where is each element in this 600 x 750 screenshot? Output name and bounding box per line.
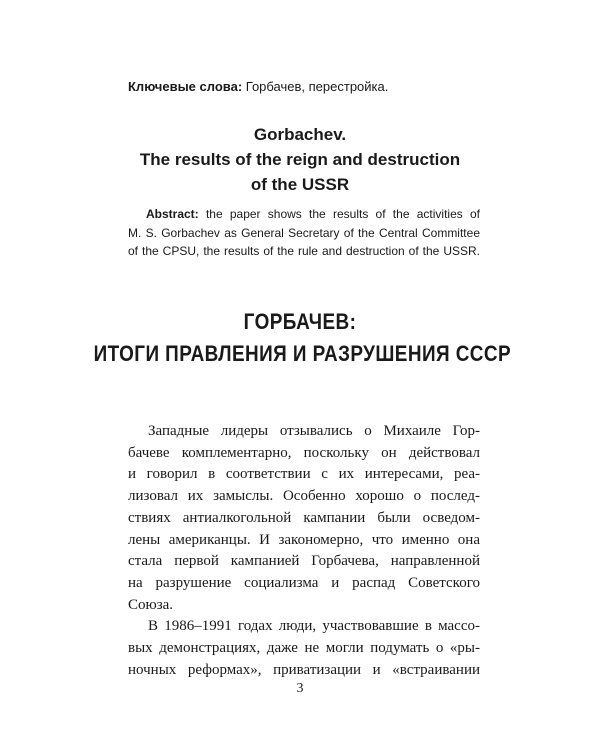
paragraph-2-line: ночных реформах», приватизации и «встраивании (128, 661, 480, 678)
paragraph-1-line: бачеве комплементарно, поскольку он действовал (128, 444, 480, 461)
abstract-line: of the CPSU, the results of the rule and destruction of the USSR. (128, 244, 480, 258)
paragraph-1-line: стала первой кампанией Горбачева, направленной (128, 553, 480, 570)
english-title-line: of the USSR (250, 175, 350, 194)
english-title-line: The results of the reign and destruction (139, 150, 461, 169)
paragraph-1-line: и говорил в соответствии с их интересами, реа- (128, 466, 480, 483)
paragraph-2-line: В 1986–1991 годах люди, участвовавшие в массо- (148, 618, 480, 635)
page-number: 3 (296, 681, 304, 696)
abstract-label: Abstract: (146, 207, 199, 221)
keywords (128, 78, 488, 96)
english-title-line: Gorbachev. (253, 125, 347, 144)
abstract-line: M. S. Gorbachev as General Secretary of the Central Committee (128, 225, 480, 240)
english-title (100, 122, 500, 197)
russian-title (93, 306, 512, 370)
paragraph-1-line: ствиях антиалкогольной кампании были осведом- (128, 509, 480, 526)
paragraph-1-line: на разрушение социализма и распад Советского (128, 574, 480, 591)
paragraph-1-line: Западные лидеры отзывались о Михаиле Гор- (148, 423, 480, 439)
russian-title-line: ГОРБАЧЕВ: (243, 309, 357, 334)
keywords-label: Ключевые слова: (128, 79, 243, 94)
abstract (128, 205, 480, 261)
keywords-text: Горбачев, перестройка. (245, 79, 389, 94)
paragraph-1-line: лены американцы. И закономерно, что именно она (128, 531, 480, 548)
abstract-text: the paper shows the results of the activities of (205, 207, 480, 221)
paragraph-1-line: лизовал их замыслы. Особенно хорошо о послед- (128, 488, 480, 505)
paragraph-2-line: вых демонстрациях, даже не могли подумать о «ры- (128, 640, 480, 657)
russian-title-line: ИТОГИ ПРАВЛЕНИЯ И РАЗРУШЕНИЯ СССР (93, 341, 512, 366)
abstract-line (128, 205, 480, 224)
body-text (128, 421, 480, 681)
paragraph-1-line: Союза. (128, 596, 174, 613)
